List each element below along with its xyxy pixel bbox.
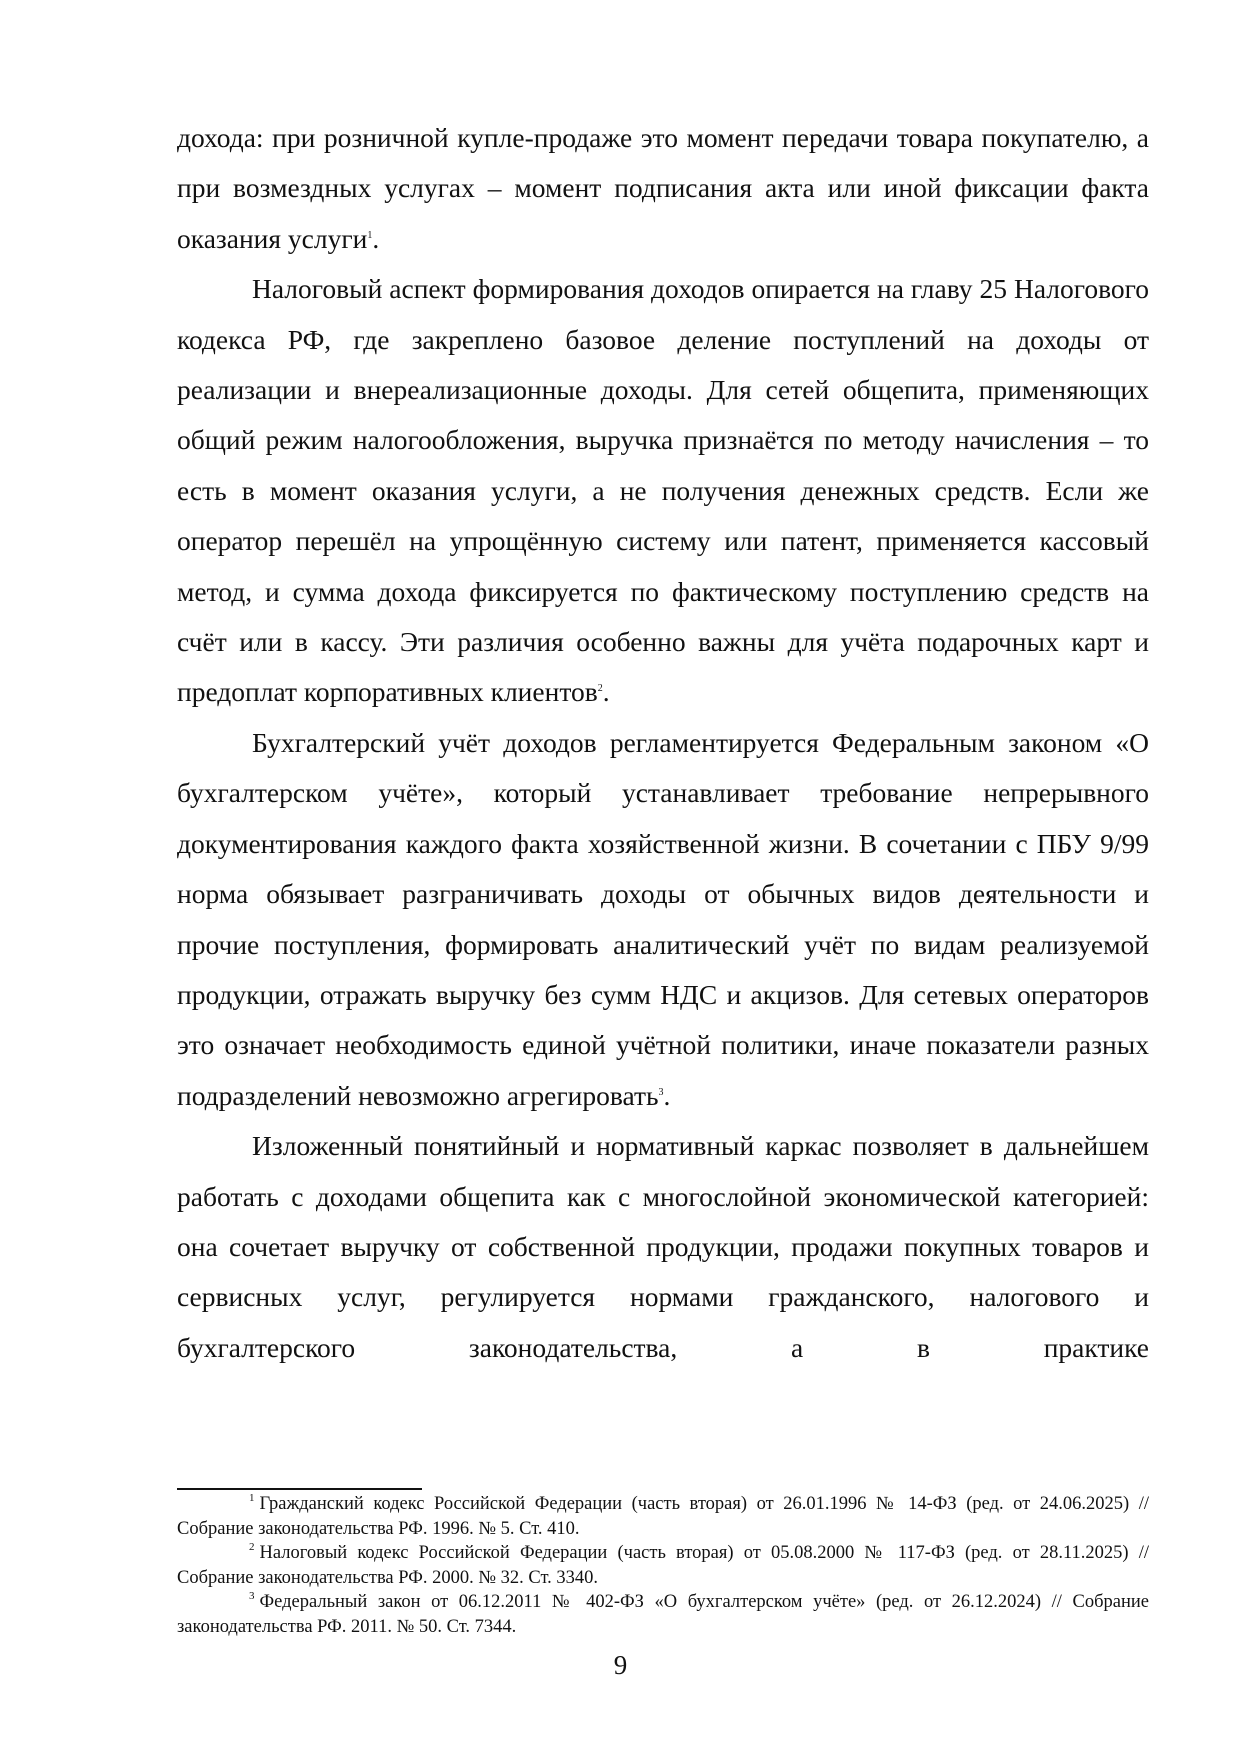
paragraph-end: . <box>663 1079 671 1111</box>
footnote-1 <box>177 1492 1149 1541</box>
paragraph-framework <box>177 1121 1149 1373</box>
footnote-reference[interactable]: 1 <box>367 229 373 241</box>
body-text <box>177 113 1149 1373</box>
footnote-2 <box>177 1541 1149 1590</box>
paragraph-accounting <box>177 718 1149 1121</box>
footnote-text: Федеральный закон от 06.12.2011 № 402-ФЗ «О бухгалтерском учёте» (ред. от 26.12.2024) // Собрание законодательства РФ. 2011. № 50. Ст. 7344. <box>177 1592 1149 1637</box>
paragraph-end: . <box>602 676 610 708</box>
footnote-number: 3 <box>249 1590 255 1602</box>
footnote-separator <box>177 1488 422 1490</box>
footnote-number: 1 <box>249 1492 255 1504</box>
paragraph-text: Налоговый аспект формирования доходов опирается на главу 25 Налогового кодекса РФ, где закреплено базовое деление поступлений на доходы от реализации и внереализационные доходы. Для сетей общепита, применяющих общий режим налогообложения, выручка признаётся по методу начисления – то есть в момент оказания услуги, а не получения денежных средств. Если же оператор перешёл на упрощённую систему или патент, применяется кассовый метод, и сумма дохода фиксируется по фактическому поступлению средств на счёт или в кассу. Эти различия особенно важны для учёта подарочных карт и предоплат корпоративных клиентов <box>177 273 1149 708</box>
footnote-3 <box>177 1590 1149 1639</box>
paragraph-text: Изложенный понятийный и нормативный каркас позволяет в дальнейшем работать с доходами общепита как с многослойной экономической категорией: она сочетает выручку от собственной продукции, продажи покупных товаров и сервисных услуг, регулируется нормами гражданского, налогового и бухгалтерского законодательства, а в практике <box>177 1130 1149 1363</box>
paragraph-continuation <box>177 113 1149 264</box>
footnote-text: Гражданский кодекс Российской Федерации (часть вторая) от 26.01.1996 № 14-ФЗ (ред. от 24.06.2025) // Собрание законодательства РФ. 1996. № 5. Ст. 410. <box>177 1494 1149 1539</box>
footnote-reference[interactable]: 3 <box>658 1086 664 1098</box>
footnote-reference[interactable]: 2 <box>597 683 603 695</box>
paragraph-text: Бухгалтерский учёт доходов регламентируется Федеральным законом «О бухгалтерском учёте», который устанавливает требование непрерывного документирования каждого факта хозяйственной жизни. В сочетании с ПБУ 9/99 норма обязывает разграничивать доходы от обычных видов деятельности и прочие поступления, формировать аналитический учёт по видам реализуемой продукции, отражать выручку без сумм НДС и акцизов. Для сетевых операторов это означает необходимость единой учётной политики, иначе показатели разных подразделений невозможно агрегировать <box>177 726 1149 1111</box>
footnote-text: Налоговый кодекс Российской Федерации (часть вторая) от 05.08.2000 № 117-ФЗ (ред. от 28.11.2025) // Собрание законодательства РФ. 2000. № 32. Ст. 3340. <box>177 1543 1149 1588</box>
page-number: 9 <box>613 1650 628 1680</box>
paragraph-text: дохода: при розничной купле-продаже это момент передачи товара покупателю, а при возмездных услугах – момент подписания акта или иной фиксации факта оказания услуги <box>177 122 1149 254</box>
paragraph-end: . <box>372 222 380 254</box>
paragraph-tax-aspect <box>177 264 1149 718</box>
footnotes <box>177 1492 1149 1639</box>
footnote-number: 2 <box>249 1541 255 1553</box>
